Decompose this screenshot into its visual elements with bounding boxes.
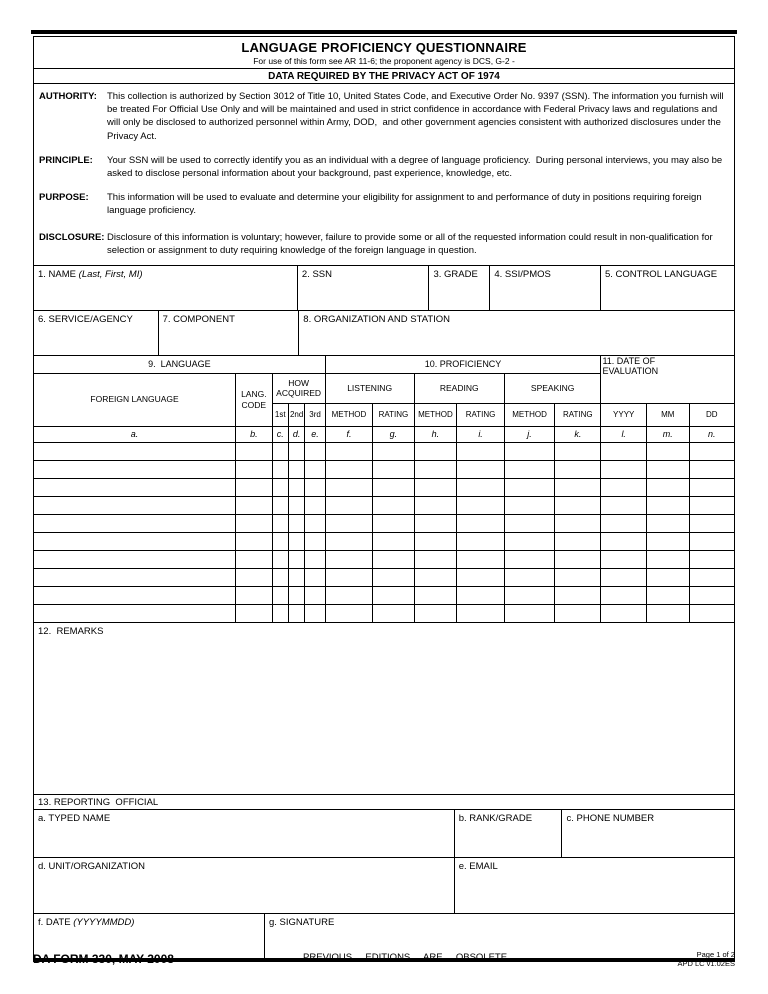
authority-row <box>39 90 726 143</box>
proficiency-section-header: 10. PROFICIENCY <box>325 356 601 373</box>
lang-table-input-cell[interactable] <box>414 496 457 514</box>
lang-table-input-cell[interactable] <box>504 604 554 622</box>
lang-table-input-cell[interactable] <box>689 496 734 514</box>
col-letter-h: h. <box>414 426 457 442</box>
col-letter-k: k. <box>555 426 601 442</box>
listening-rating-header: RATING <box>373 403 414 426</box>
lang-table-input-cell[interactable] <box>646 568 689 586</box>
lang-table-input-cell[interactable] <box>373 604 414 622</box>
lang-table-input-cell[interactable] <box>504 442 554 460</box>
lang-table-input-cell[interactable] <box>555 514 601 532</box>
lang-table-input-cell[interactable] <box>288 604 304 622</box>
reading-rating-header: RATING <box>457 403 505 426</box>
lang-table-input-cell[interactable] <box>34 496 236 514</box>
lang-table-input-cell[interactable] <box>34 550 236 568</box>
col-letter-c: c. <box>272 426 288 442</box>
top-rule <box>31 30 737 34</box>
lang-table-row <box>34 532 734 550</box>
lang-table-input-cell[interactable] <box>325 586 373 604</box>
lang-table-input-cell[interactable] <box>601 586 647 604</box>
lang-table-input-cell[interactable] <box>305 586 325 604</box>
lang-table-input-cell[interactable] <box>325 568 373 586</box>
col-letter-m: m. <box>646 426 689 442</box>
lang-table-input-cell[interactable] <box>504 496 554 514</box>
form-subtitle: For use of this form see AR 11-6; the proponent agency is DCS, G-2 - <box>253 56 515 66</box>
lang-table-input-cell[interactable] <box>457 514 505 532</box>
lang-code-header: LANG. CODE <box>236 373 272 426</box>
col-letter-f: f. <box>325 426 373 442</box>
lang-table-input-cell[interactable] <box>457 442 505 460</box>
lang-table-input-cell[interactable] <box>414 460 457 478</box>
lang-table-input-cell[interactable] <box>34 460 236 478</box>
dd-header: DD <box>689 403 734 426</box>
lang-table-input-cell[interactable] <box>504 514 554 532</box>
service-agency-field[interactable] <box>34 311 159 355</box>
lang-table-input-cell[interactable] <box>272 604 288 622</box>
lang-table-input-cell[interactable] <box>305 604 325 622</box>
disclosure-label: DISCLOSURE: <box>39 231 105 243</box>
lang-table-input-cell[interactable] <box>601 532 647 550</box>
lang-table-input-cell[interactable] <box>555 604 601 622</box>
col-letter-d: d. <box>288 426 304 442</box>
language-proficiency-table <box>34 356 734 623</box>
lang-table-input-cell[interactable] <box>504 460 554 478</box>
disclosure-row <box>39 231 726 257</box>
lang-table-row <box>34 514 734 532</box>
phone-number-label: c. PHONE NUMBER <box>566 812 655 824</box>
date-hint: (YYYYMMDD) <box>73 916 135 928</box>
authority-label: AUTHORITY: <box>39 91 97 102</box>
name-label: 1. NAME <box>38 269 77 281</box>
organization-station-field[interactable] <box>299 311 734 355</box>
reading-header: READING <box>414 373 504 403</box>
ssi-pmos-label: 4. SSI/PMOS <box>494 269 551 281</box>
lang-table-input-cell[interactable] <box>414 514 457 532</box>
rank-grade-field[interactable] <box>455 810 563 857</box>
lang-table-input-cell[interactable] <box>373 460 414 478</box>
lang-table-row <box>34 604 734 622</box>
lang-table-input-cell[interactable] <box>601 604 647 622</box>
col-letter-a: a. <box>34 426 236 442</box>
lang-table-input-cell[interactable] <box>236 478 272 496</box>
typed-name-field[interactable] <box>34 810 455 857</box>
lang-table-input-cell[interactable] <box>373 496 414 514</box>
lang-table-input-cell[interactable] <box>601 514 647 532</box>
lang-table-input-cell[interactable] <box>305 478 325 496</box>
grade-field[interactable] <box>429 266 490 310</box>
authority-text: This collection is authorized by Section 3012 of Title 10, United States Code, and Executive Order No. 9397 (SSN). The information you furnish will be treated For Official Use Only and will be maintained and used in strict confidence in accordance with Federal Privacy laws and regulations and will only be disclosed to authorized personnel within Army, DOD, and other government agencies consistent with authorized disclosures under the Privacy Act. <box>107 91 727 142</box>
lang-table-input-cell[interactable] <box>457 460 505 478</box>
unit-organization-field[interactable] <box>34 858 455 913</box>
typed-name-label: a. TYPED NAME <box>38 812 111 824</box>
lang-table-input-cell[interactable] <box>34 442 236 460</box>
lang-table-input-cell[interactable] <box>34 568 236 586</box>
lang-table-input-cell[interactable] <box>272 568 288 586</box>
col-letter-l: l. <box>601 426 647 442</box>
lang-table-input-cell[interactable] <box>373 586 414 604</box>
lang-table-input-cell[interactable] <box>373 442 414 460</box>
lang-table-input-cell[interactable] <box>325 442 373 460</box>
foreign-language-header: FOREIGN LANGUAGE <box>34 373 236 426</box>
lang-table-input-cell[interactable] <box>305 514 325 532</box>
reporting-row-de <box>34 858 734 914</box>
lang-table-input-cell[interactable] <box>646 496 689 514</box>
col-letter-j: j. <box>504 426 554 442</box>
form-frame <box>33 36 735 962</box>
lang-table-input-cell[interactable] <box>325 460 373 478</box>
lang-table-input-cell[interactable] <box>457 604 505 622</box>
lang-table-input-cell[interactable] <box>288 586 304 604</box>
lang-table-input-cell[interactable] <box>457 550 505 568</box>
lang-table-input-cell[interactable] <box>236 550 272 568</box>
lang-table-input-cell[interactable] <box>689 586 734 604</box>
col-letter-e: e. <box>305 426 325 442</box>
reporting-row-abc <box>34 810 734 858</box>
lang-table-input-cell[interactable] <box>236 532 272 550</box>
apd-version: APD LC v1.02ES <box>677 959 735 968</box>
lang-table-input-cell[interactable] <box>457 532 505 550</box>
acquired-2nd-header: 2nd <box>288 403 304 426</box>
phone-number-field[interactable] <box>562 810 734 857</box>
lang-table-input-cell[interactable] <box>601 478 647 496</box>
ssn-label: 2. SSN <box>301 269 332 281</box>
lang-table-input-cell[interactable] <box>555 586 601 604</box>
email-field[interactable] <box>455 858 734 913</box>
lang-table-input-cell[interactable] <box>325 496 373 514</box>
lang-table-input-cell[interactable] <box>646 514 689 532</box>
listening-header: LISTENING <box>325 373 414 403</box>
page-info <box>538 948 735 968</box>
lang-table-input-cell[interactable] <box>34 478 236 496</box>
purpose-row <box>39 191 726 217</box>
purpose-label: PURPOSE: <box>39 192 89 204</box>
form-title: LANGUAGE PROFICIENCY QUESTIONNAIRE <box>241 40 527 55</box>
date-label: f. DATE <box>38 916 71 928</box>
col-letter-b: b. <box>236 426 272 442</box>
lang-table-input-cell[interactable] <box>373 514 414 532</box>
lang-table-input-cell[interactable] <box>504 532 554 550</box>
lang-table-input-cell[interactable] <box>555 496 601 514</box>
lang-table-input-cell[interactable] <box>272 532 288 550</box>
lang-table-input-cell[interactable] <box>646 604 689 622</box>
acquired-3rd-header: 3rd <box>305 403 325 426</box>
acquired-1st-header: 1st <box>272 403 288 426</box>
lang-table-input-cell[interactable] <box>373 568 414 586</box>
component-label: 7. COMPONENT <box>162 314 235 326</box>
how-acquired-header: HOW ACQUIRED <box>272 373 325 403</box>
email-label: e. EMAIL <box>458 860 498 872</box>
form-number: DA FORM 330, MAY 2008 <box>33 952 174 966</box>
lang-table-input-cell[interactable] <box>689 532 734 550</box>
lang-table-input-cell[interactable] <box>555 550 601 568</box>
title-section <box>34 37 734 69</box>
lang-table-input-cell[interactable] <box>305 442 325 460</box>
remarks-label: 12. REMARKS <box>38 625 104 637</box>
lang-table-input-cell[interactable] <box>504 478 554 496</box>
lang-table-input-cell[interactable] <box>272 514 288 532</box>
lang-table-input-cell[interactable] <box>646 460 689 478</box>
page-number: Page 1 of 2 <box>696 950 735 959</box>
lang-table-input-cell[interactable] <box>414 604 457 622</box>
lang-table-input-cell[interactable] <box>414 568 457 586</box>
lang-table-input-cell[interactable] <box>236 604 272 622</box>
lang-table-input-cell[interactable] <box>288 460 304 478</box>
lang-table-input-cell[interactable] <box>34 532 236 550</box>
speaking-header: SPEAKING <box>504 373 601 403</box>
lang-table-input-cell[interactable] <box>601 442 647 460</box>
lang-table-row <box>34 478 734 496</box>
lang-table-input-cell[interactable] <box>457 568 505 586</box>
speaking-method-header: METHOD <box>504 403 554 426</box>
lang-table-input-cell[interactable] <box>601 550 647 568</box>
lang-table-input-cell[interactable] <box>305 496 325 514</box>
lang-table-input-cell[interactable] <box>373 478 414 496</box>
lang-table-input-cell[interactable] <box>414 586 457 604</box>
lang-table-input-cell[interactable] <box>34 586 236 604</box>
column-letter-row <box>34 426 734 442</box>
lang-table-input-cell[interactable] <box>373 550 414 568</box>
lang-table-input-cell[interactable] <box>305 550 325 568</box>
fields-row-1 <box>34 266 734 311</box>
principle-text: Your SSN will be used to correctly identify you as an individual with a degree of language proficiency. During personal interviews, you may also be asked to disclose personal information about your background, past experience, knowledge, etc. <box>107 154 725 180</box>
lang-table-input-cell[interactable] <box>601 568 647 586</box>
lang-table-input-cell[interactable] <box>325 532 373 550</box>
lang-table-input-cell[interactable] <box>555 478 601 496</box>
yyyy-header: YYYY <box>601 403 647 426</box>
lang-table-input-cell[interactable] <box>414 532 457 550</box>
lang-table-input-cell[interactable] <box>646 586 689 604</box>
col-letter-n: n. <box>689 426 734 442</box>
lang-table-input-cell[interactable] <box>236 460 272 478</box>
lang-table-row <box>34 586 734 604</box>
lang-table-input-cell[interactable] <box>689 568 734 586</box>
lang-table-input-cell[interactable] <box>288 514 304 532</box>
ssi-pmos-field[interactable] <box>490 266 601 310</box>
lang-table-input-cell[interactable] <box>601 496 647 514</box>
lang-table-input-cell[interactable] <box>601 460 647 478</box>
control-language-field[interactable] <box>601 266 734 310</box>
purpose-text: This information will be used to evaluate and determine your eligibility for assignment to and performance of duty in positions requiring foreign language proficiency. <box>107 192 705 217</box>
lang-table-input-cell[interactable] <box>457 586 505 604</box>
privacy-act-section <box>34 84 734 266</box>
col-letter-i: i. <box>457 426 505 442</box>
lang-table-input-cell[interactable] <box>504 568 554 586</box>
lang-table-row <box>34 496 734 514</box>
reporting-official-header: 13. REPORTING OFFICIAL <box>34 795 734 810</box>
lang-table-input-cell[interactable] <box>34 514 236 532</box>
lang-table-input-cell[interactable] <box>555 532 601 550</box>
lang-table-input-cell[interactable] <box>414 550 457 568</box>
disclosure-text: Disclosure of this information is voluntary; however, failure to provide some or all of the requested information could result in non-qualification for selection or assignment to duty requiring knowledge of the foreign language in question. <box>107 231 716 256</box>
remarks-field[interactable] <box>34 623 734 795</box>
component-field[interactable] <box>159 311 300 355</box>
lang-table-input-cell[interactable] <box>272 586 288 604</box>
lang-table-input-cell[interactable] <box>646 442 689 460</box>
lang-table-input-cell[interactable] <box>272 460 288 478</box>
lang-table-input-cell[interactable] <box>325 478 373 496</box>
lang-table-input-cell[interactable] <box>305 568 325 586</box>
lang-table-input-cell[interactable] <box>689 442 734 460</box>
principle-label: PRINCIPLE: <box>39 154 93 166</box>
lang-table-input-cell[interactable] <box>288 568 304 586</box>
lang-table-input-cell[interactable] <box>689 460 734 478</box>
service-agency-label: 6. SERVICE/AGENCY <box>38 314 133 326</box>
lang-table-input-cell[interactable] <box>236 442 272 460</box>
name-field[interactable] <box>34 266 298 310</box>
lang-table-input-cell[interactable] <box>236 568 272 586</box>
lang-table-row <box>34 568 734 586</box>
lang-table-input-cell[interactable] <box>272 478 288 496</box>
lang-table-row <box>34 460 734 478</box>
unit-organization-label: d. UNIT/ORGANIZATION <box>38 860 145 872</box>
lang-table-input-cell[interactable] <box>689 478 734 496</box>
lang-table-input-cell[interactable] <box>504 586 554 604</box>
lang-table-input-cell[interactable] <box>373 532 414 550</box>
lang-table-input-cell[interactable] <box>236 514 272 532</box>
ssn-field[interactable] <box>298 266 430 310</box>
name-hint: (Last, First, MI) <box>78 269 143 281</box>
lang-table-input-cell[interactable] <box>288 532 304 550</box>
lang-table-input-cell[interactable] <box>646 532 689 550</box>
rank-grade-label: b. RANK/GRADE <box>458 812 533 824</box>
lang-table-input-cell[interactable] <box>689 514 734 532</box>
lang-table-input-cell[interactable] <box>457 496 505 514</box>
lang-table-input-cell[interactable] <box>555 568 601 586</box>
lang-table-input-cell[interactable] <box>646 550 689 568</box>
lang-table-input-cell[interactable] <box>236 496 272 514</box>
lang-table-input-cell[interactable] <box>555 460 601 478</box>
fields-row-2 <box>34 311 734 356</box>
lang-table-input-cell[interactable] <box>689 604 734 622</box>
lang-table-input-cell[interactable] <box>689 550 734 568</box>
lang-table-input-cell[interactable] <box>236 586 272 604</box>
lang-table-input-cell[interactable] <box>34 604 236 622</box>
organization-station-label: 8. ORGANIZATION AND STATION <box>303 314 451 326</box>
lang-table-input-cell[interactable] <box>272 496 288 514</box>
privacy-act-header: DATA REQUIRED BY THE PRIVACY ACT OF 1974 <box>34 69 734 84</box>
speaking-rating-header: RATING <box>555 403 601 426</box>
language-section-header: 9. LANGUAGE <box>34 356 325 373</box>
lang-table-input-cell[interactable] <box>305 532 325 550</box>
lang-table-input-cell[interactable] <box>457 478 505 496</box>
lang-table-row <box>34 442 734 460</box>
lang-table-input-cell[interactable] <box>414 442 457 460</box>
grade-label: 3. GRADE <box>433 269 478 281</box>
lang-table-input-cell[interactable] <box>325 550 373 568</box>
lang-table-input-cell[interactable] <box>288 496 304 514</box>
signature-label: g. SIGNATURE <box>269 916 335 928</box>
lang-table-input-cell[interactable] <box>325 604 373 622</box>
mm-header: MM <box>646 403 689 426</box>
listening-method-header: METHOD <box>325 403 373 426</box>
lang-table-input-cell[interactable] <box>504 550 554 568</box>
lang-table-input-cell[interactable] <box>288 478 304 496</box>
lang-table-input-cell[interactable] <box>325 514 373 532</box>
lang-table-input-cell[interactable] <box>414 478 457 496</box>
lang-table-input-cell[interactable] <box>288 550 304 568</box>
control-language-label: 5. CONTROL LANGUAGE <box>604 269 718 281</box>
principle-row <box>39 154 726 180</box>
date-of-evaluation-header: 11. DATE OF EVALUATION <box>601 356 734 403</box>
lang-table-input-cell[interactable] <box>555 442 601 460</box>
lang-table-input-cell[interactable] <box>288 442 304 460</box>
lang-table-input-cell[interactable] <box>272 442 288 460</box>
reading-method-header: METHOD <box>414 403 457 426</box>
obsolete-notice: PREVIOUS EDITIONS ARE OBSOLETE <box>303 952 508 963</box>
lang-table-input-cell[interactable] <box>646 478 689 496</box>
footer <box>33 948 735 968</box>
lang-table-row <box>34 550 734 568</box>
lang-table-input-cell[interactable] <box>272 550 288 568</box>
col-letter-g: g. <box>373 426 414 442</box>
lang-table-input-cell[interactable] <box>305 460 325 478</box>
